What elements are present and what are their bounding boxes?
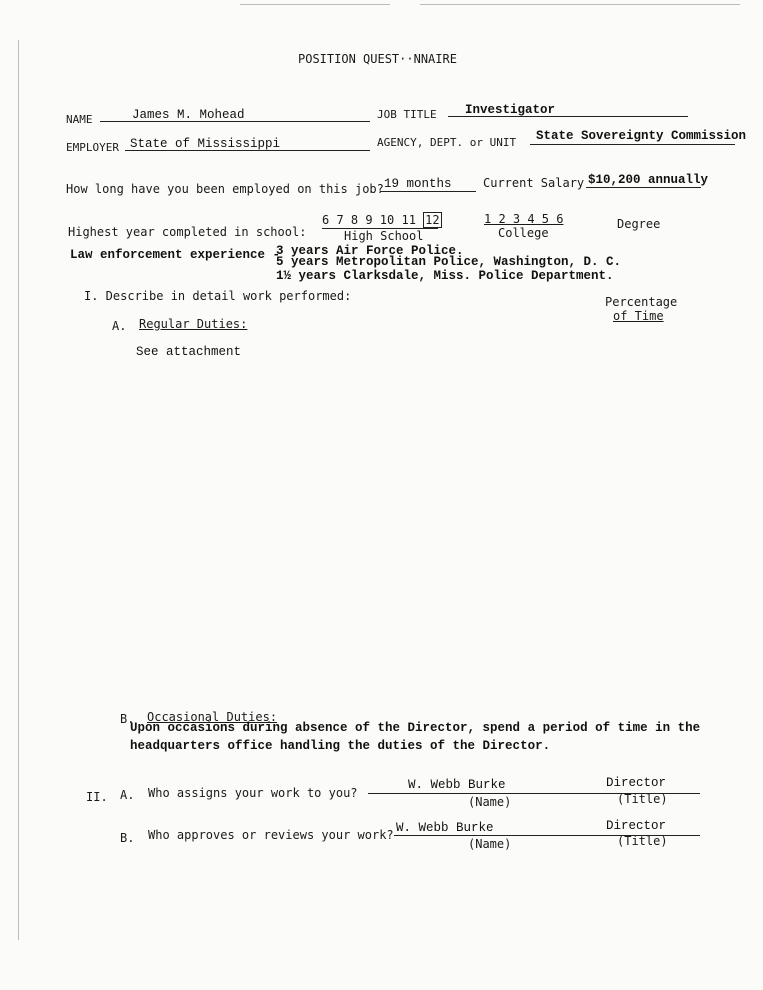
salary-label: Current Salary xyxy=(483,176,585,190)
job-title-underline xyxy=(448,116,688,117)
experience-line-1: 3 years Air Force Police. xyxy=(276,244,464,258)
high-school-selected-year: 12 xyxy=(425,213,440,227)
occasional-duties-label: Occasional Duties: xyxy=(147,710,278,724)
approves-name: W. Webb Burke xyxy=(396,821,494,835)
high-school-caption: High School xyxy=(344,229,424,243)
assigns-title: Director xyxy=(606,776,667,790)
approves-marker: B. xyxy=(120,831,135,845)
job-title-label: JOB TITLE xyxy=(377,108,437,121)
assigns-marker: A. xyxy=(120,788,135,802)
occasional-duties-line-1: Upon occasions during absence of the Director, spend a period of time in the xyxy=(130,721,701,735)
percentage-of-time-label: of Time xyxy=(613,309,664,323)
high-school-years xyxy=(322,214,442,226)
school-label: Highest year completed in school: xyxy=(68,225,307,239)
assigns-question: Who assigns your work to you? xyxy=(148,786,358,800)
approves-title: Director xyxy=(606,819,667,833)
college-years: 1 2 3 4 5 6 xyxy=(484,212,564,226)
high-school-year-options: 6 7 8 9 10 11 xyxy=(322,213,416,227)
name-value: James M. Mohead xyxy=(132,108,245,122)
approves-question: Who approves or reviews your work? xyxy=(148,828,394,842)
regular-duties-value: See attachment xyxy=(136,345,242,359)
occasional-duties-marker: B. xyxy=(120,712,135,726)
assigns-name: W. Webb Burke xyxy=(408,778,506,792)
approves-title-caption: (Title) xyxy=(617,834,668,848)
tenure-value: 19 months xyxy=(384,177,452,191)
scan-top-mark-right xyxy=(420,4,740,5)
approves-name-caption: (Name) xyxy=(468,837,512,851)
job-title-value: Investigator xyxy=(465,103,556,117)
agency-underline xyxy=(530,144,735,145)
salary-value: $10,200 annually xyxy=(588,173,709,187)
agency-label: AGENCY, DEPT. or UNIT xyxy=(377,136,517,149)
occasional-duties-line-2: headquarters office handling the duties of the Director. xyxy=(130,739,551,753)
name-underline xyxy=(100,121,370,122)
scan-top-mark xyxy=(240,4,390,5)
salary-underline xyxy=(586,187,701,188)
assigns-name-caption: (Name) xyxy=(468,795,512,809)
experience-label: Law enforcement experience - xyxy=(70,248,281,262)
scan-edge-mark xyxy=(18,40,19,940)
tenure-label: How long have you been employed on this job? xyxy=(66,182,384,196)
college-caption: College xyxy=(498,226,549,240)
employer-underline xyxy=(125,150,370,151)
agency-value: State Sovereignty Commission xyxy=(536,129,747,143)
section-1-heading: I. Describe in detail work performed: xyxy=(84,289,352,303)
experience-line-2: 5 years Metropolitan Police, Washington, D. C. xyxy=(276,255,622,269)
degree-caption: Degree xyxy=(617,217,661,231)
regular-duties-marker: A. xyxy=(112,319,127,333)
assigns-title-caption: (Title) xyxy=(617,792,668,806)
experience-line-3: 1½ years Clarksdale, Miss. Police Department. xyxy=(276,269,614,283)
regular-duties-label: Regular Duties: xyxy=(139,317,248,331)
employer-label: EMPLOYER xyxy=(66,141,119,154)
page-title: POSITION QUEST··NNAIRE xyxy=(298,52,457,66)
percentage-label: Percentage xyxy=(605,295,678,309)
tenure-underline xyxy=(380,191,476,192)
name-label: NAME xyxy=(66,113,93,126)
employer-value: State of Mississippi xyxy=(130,137,281,151)
section-2-marker: II. xyxy=(86,790,108,804)
